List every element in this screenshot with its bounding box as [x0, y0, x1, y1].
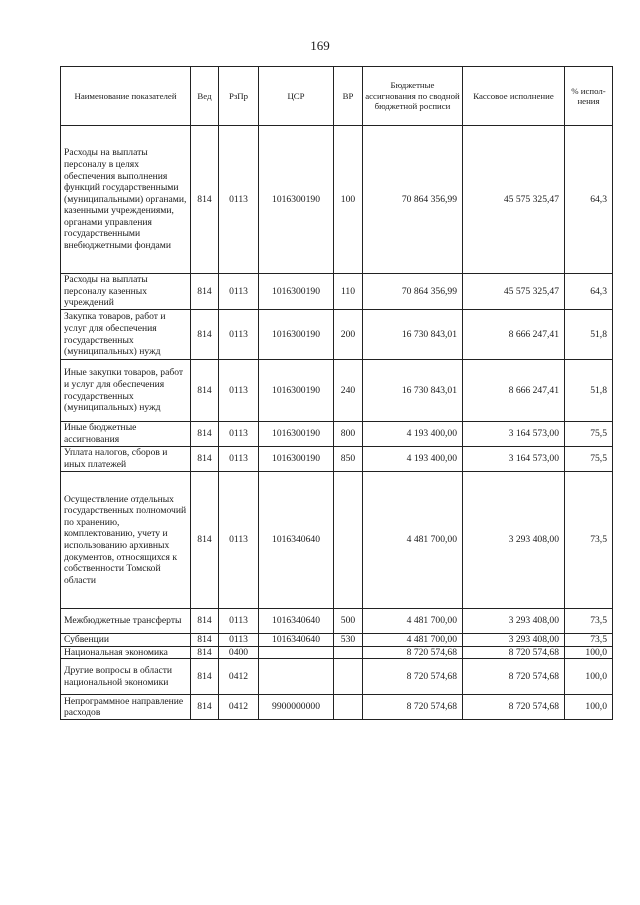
row-pct: 100,0	[565, 695, 613, 720]
row-vr	[334, 472, 363, 609]
header-ved: Вед	[191, 67, 219, 126]
header-budget: Бюджетные ассигнования по сводной бюджетной росписи	[363, 67, 463, 126]
row-name: Субвенции	[61, 634, 191, 647]
row-csr: 1016300190	[259, 310, 334, 360]
row-cash: 8 666 247,41	[463, 360, 565, 422]
row-ved: 814	[191, 447, 219, 472]
row-csr: 1016340640	[259, 609, 334, 634]
row-budget: 8 720 574,68	[363, 695, 463, 720]
table-row	[61, 646, 613, 659]
header-name: Наименование показателей	[61, 67, 191, 126]
header-pct: % испол-нения	[565, 67, 613, 126]
row-rzpr: 0113	[219, 274, 259, 310]
header-rzpr: РзПр	[219, 67, 259, 126]
row-ved: 814	[191, 646, 219, 659]
row-budget: 16 730 843,01	[363, 360, 463, 422]
table-row	[61, 126, 613, 274]
table-row	[61, 310, 613, 360]
row-budget: 4 481 700,00	[363, 472, 463, 609]
row-ved: 814	[191, 310, 219, 360]
row-rzpr: 0113	[219, 360, 259, 422]
row-vr: 850	[334, 447, 363, 472]
table-row	[61, 447, 613, 472]
row-csr	[259, 646, 334, 659]
row-ved: 814	[191, 659, 219, 695]
row-vr: 110	[334, 274, 363, 310]
row-cash: 3 164 573,00	[463, 422, 565, 447]
row-budget: 4 481 700,00	[363, 634, 463, 647]
table-row	[61, 422, 613, 447]
row-name: Другие вопросы в области национальной экономики	[61, 659, 191, 695]
row-vr: 240	[334, 360, 363, 422]
table-row	[61, 609, 613, 634]
row-cash: 8 720 574,68	[463, 659, 565, 695]
row-rzpr: 0113	[219, 422, 259, 447]
row-pct: 73,5	[565, 634, 613, 647]
row-pct: 75,5	[565, 447, 613, 472]
row-csr: 1016340640	[259, 634, 334, 647]
row-vr: 200	[334, 310, 363, 360]
row-vr	[334, 695, 363, 720]
row-cash: 45 575 325,47	[463, 274, 565, 310]
row-cash: 3 164 573,00	[463, 447, 565, 472]
row-cash: 8 720 574,68	[463, 646, 565, 659]
row-ved: 814	[191, 360, 219, 422]
row-name: Иные закупки товаров, работ и услуг для обеспечения государственных (муниципальных) нужд	[61, 360, 191, 422]
budget-execution-table	[60, 66, 613, 720]
table-row	[61, 695, 613, 720]
header-csr: ЦСР	[259, 67, 334, 126]
row-rzpr: 0113	[219, 609, 259, 634]
row-pct: 64,3	[565, 126, 613, 274]
table-row	[61, 360, 613, 422]
row-budget: 8 720 574,68	[363, 646, 463, 659]
row-pct: 51,8	[565, 310, 613, 360]
row-csr: 1016300190	[259, 126, 334, 274]
row-csr: 1016300190	[259, 360, 334, 422]
row-name: Уплата налогов, сборов и иных платежей	[61, 447, 191, 472]
row-vr: 530	[334, 634, 363, 647]
row-cash: 3 293 408,00	[463, 609, 565, 634]
row-rzpr: 0113	[219, 447, 259, 472]
row-csr: 1016300190	[259, 447, 334, 472]
row-name: Расходы на выплаты персоналу казенных учреждений	[61, 274, 191, 310]
row-csr: 1016300190	[259, 274, 334, 310]
row-cash: 3 293 408,00	[463, 472, 565, 609]
table-row	[61, 659, 613, 695]
table-row	[61, 472, 613, 609]
row-rzpr: 0113	[219, 310, 259, 360]
row-budget: 8 720 574,68	[363, 659, 463, 695]
row-ved: 814	[191, 422, 219, 447]
row-rzpr: 0412	[219, 695, 259, 720]
row-name: Межбюджетные трансферты	[61, 609, 191, 634]
row-csr: 9900000000	[259, 695, 334, 720]
row-budget: 70 864 356,99	[363, 126, 463, 274]
row-rzpr: 0113	[219, 126, 259, 274]
row-csr: 1016340640	[259, 472, 334, 609]
row-rzpr: 0400	[219, 646, 259, 659]
row-csr	[259, 659, 334, 695]
row-ved: 814	[191, 472, 219, 609]
table-row	[61, 274, 613, 310]
row-budget: 16 730 843,01	[363, 310, 463, 360]
row-pct: 64,3	[565, 274, 613, 310]
row-cash: 3 293 408,00	[463, 634, 565, 647]
row-budget: 70 864 356,99	[363, 274, 463, 310]
row-vr: 500	[334, 609, 363, 634]
row-vr: 100	[334, 126, 363, 274]
row-name: Закупка товаров, работ и услуг для обеспечения государственных (муниципальных) нужд	[61, 310, 191, 360]
header-cash: Кассовое исполнение	[463, 67, 565, 126]
row-pct: 51,8	[565, 360, 613, 422]
row-name: Иные бюджетные ассигнования	[61, 422, 191, 447]
row-name: Непрограммное направление расходов	[61, 695, 191, 720]
row-vr: 800	[334, 422, 363, 447]
header-row	[61, 67, 613, 126]
row-ved: 814	[191, 634, 219, 647]
row-pct: 100,0	[565, 646, 613, 659]
table-row	[61, 634, 613, 647]
row-pct: 75,5	[565, 422, 613, 447]
row-pct: 73,5	[565, 609, 613, 634]
row-ved: 814	[191, 695, 219, 720]
page-number: 169	[310, 38, 330, 53]
row-cash: 45 575 325,47	[463, 126, 565, 274]
row-cash: 8 720 574,68	[463, 695, 565, 720]
row-csr: 1016300190	[259, 422, 334, 447]
row-rzpr: 0412	[219, 659, 259, 695]
header-vr: ВР	[334, 67, 363, 126]
row-ved: 814	[191, 126, 219, 274]
row-rzpr: 0113	[219, 634, 259, 647]
row-ved: 814	[191, 609, 219, 634]
row-cash: 8 666 247,41	[463, 310, 565, 360]
row-vr	[334, 659, 363, 695]
row-budget: 4 481 700,00	[363, 609, 463, 634]
row-pct: 100,0	[565, 659, 613, 695]
row-name: Национальная экономика	[61, 646, 191, 659]
row-ved: 814	[191, 274, 219, 310]
row-name: Осуществление отдельных государственных полномочий по хранению, комплектованию, учету и использованию архивных документов, относящихся к собственности Томской области	[61, 472, 191, 609]
row-vr	[334, 646, 363, 659]
row-budget: 4 193 400,00	[363, 422, 463, 447]
row-rzpr: 0113	[219, 472, 259, 609]
row-pct: 73,5	[565, 472, 613, 609]
row-budget: 4 193 400,00	[363, 447, 463, 472]
row-name: Расходы на выплаты персоналу в целях обеспечения выполнения функций государственными (муниципальными) органами, казенными учреждениями, органами управления государственными внебюджетными фондами	[61, 126, 191, 274]
